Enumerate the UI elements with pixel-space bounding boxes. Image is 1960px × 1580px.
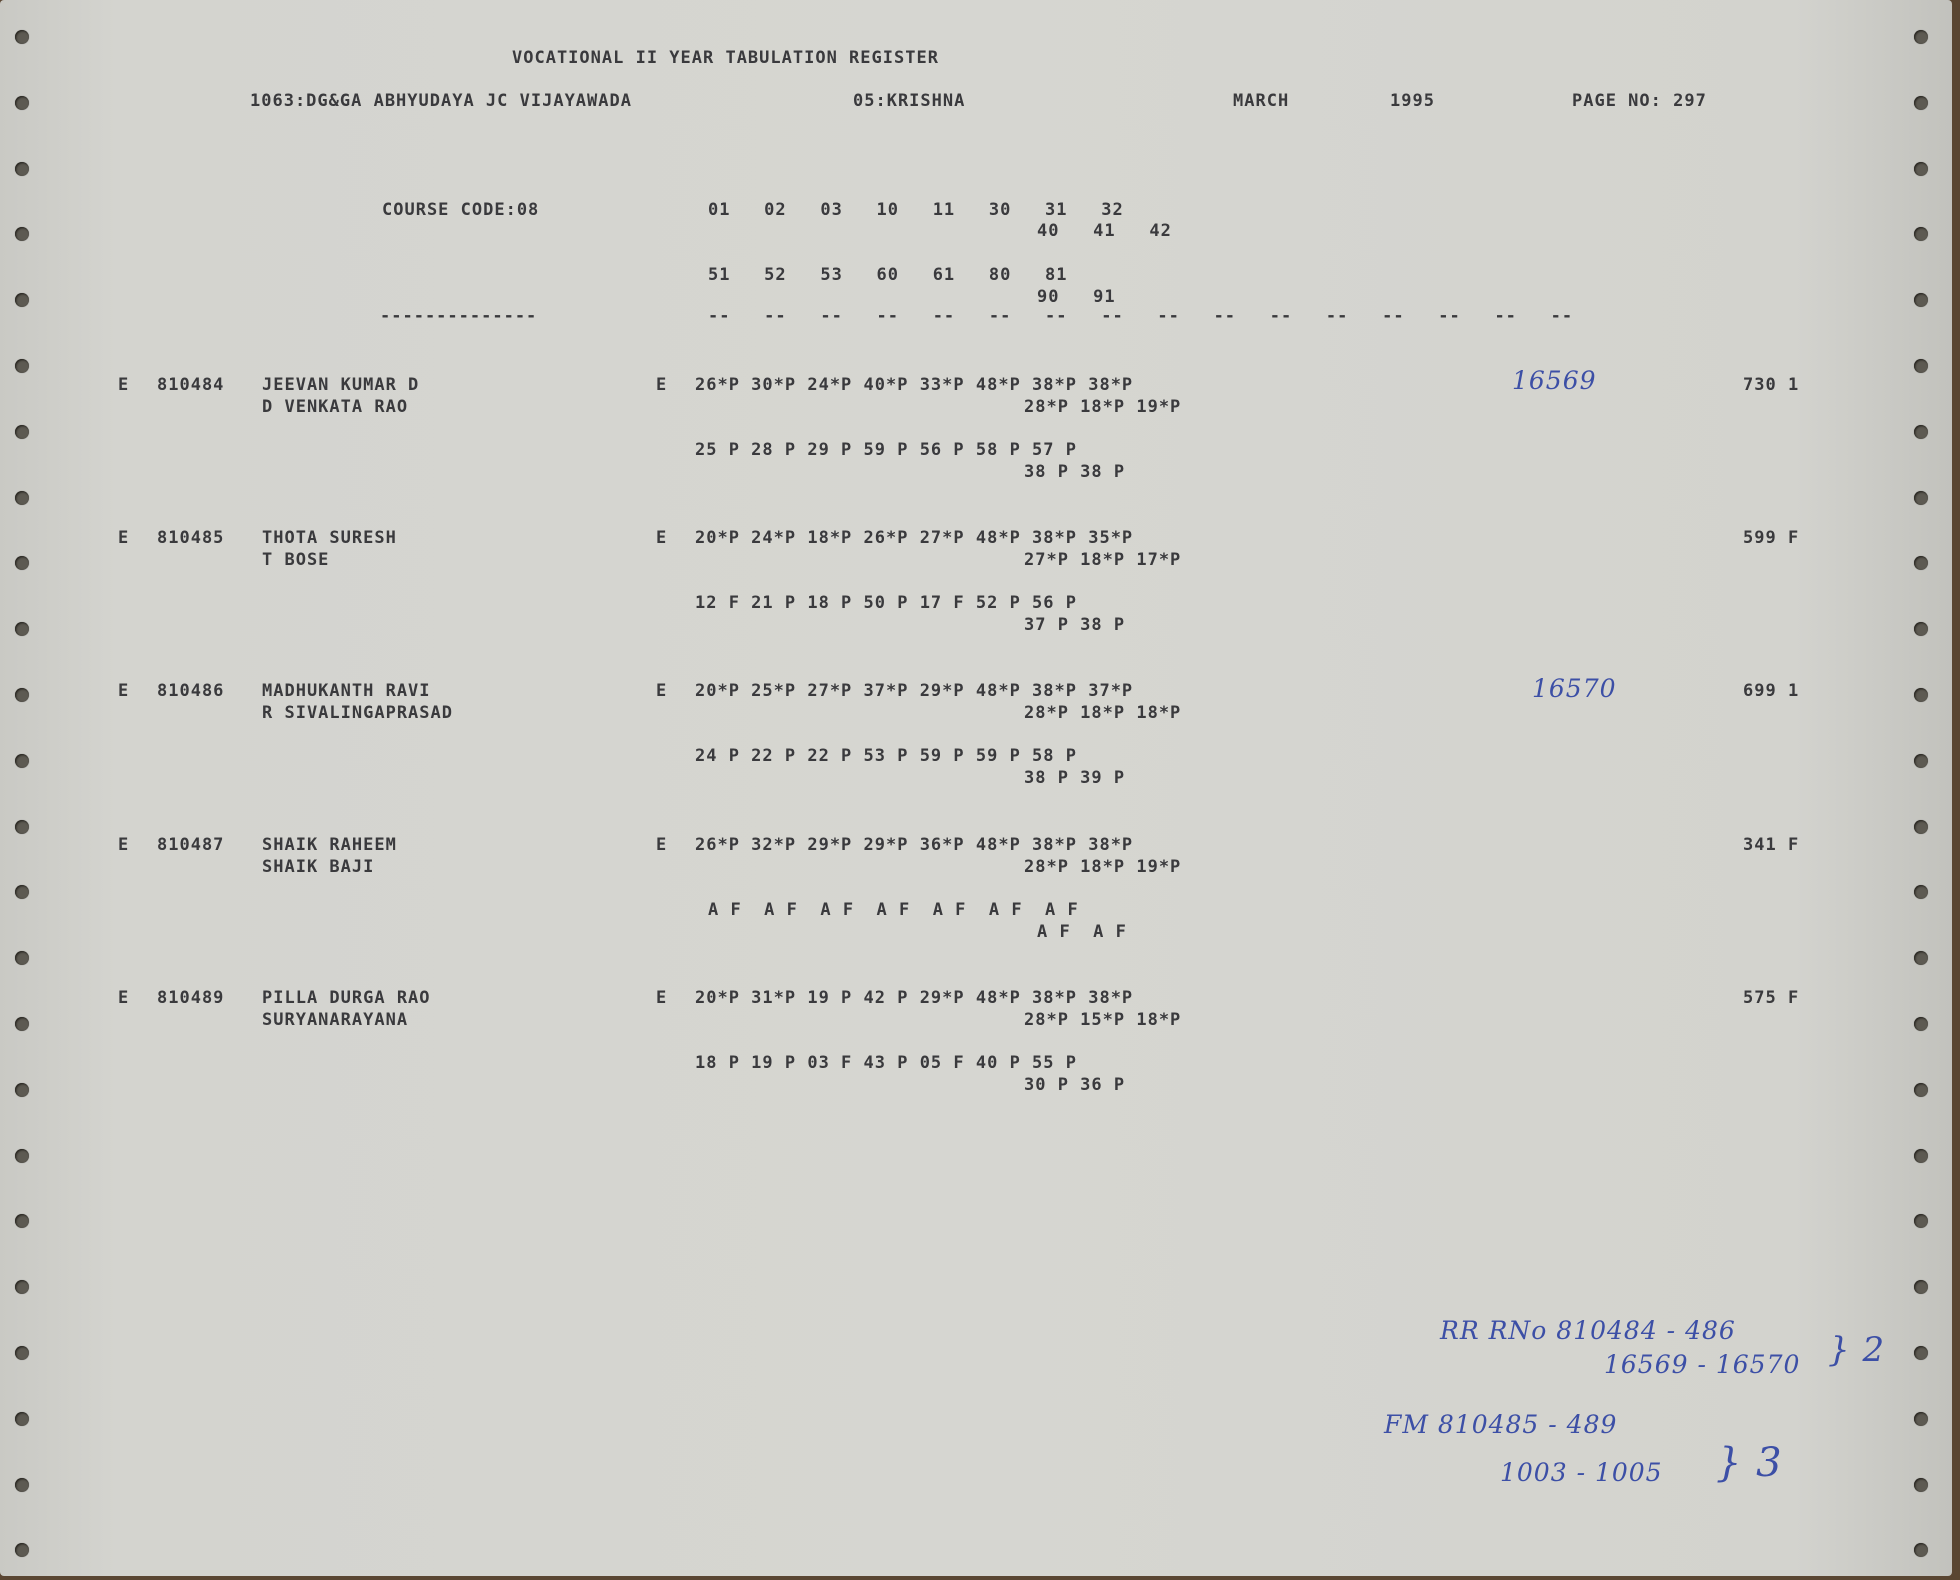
feed-hole bbox=[15, 1543, 29, 1557]
register-title: VOCATIONAL II YEAR TABULATION REGISTER bbox=[512, 48, 939, 68]
marks-row1: 20*P 31*P 19 P 42 P 29*P 48*P 38*P 38*P bbox=[695, 988, 1134, 1008]
medium: E bbox=[656, 375, 668, 395]
subject-codes-row1b: 40 41 42 bbox=[1037, 221, 1172, 241]
marks-row2: A F A F A F A F A F A F A F bbox=[708, 900, 1079, 920]
total-result: 575 F bbox=[1743, 988, 1800, 1008]
hall-ticket-number: 810486 bbox=[157, 681, 225, 701]
medium: E bbox=[656, 988, 668, 1008]
feed-hole bbox=[1914, 1543, 1928, 1557]
father-name: T BOSE bbox=[262, 550, 330, 570]
marks-row1b: 28*P 18*P 19*P bbox=[1024, 857, 1182, 877]
marks-row2b: 38 P 39 P bbox=[1024, 768, 1126, 788]
handwritten-number: 16570 bbox=[1532, 674, 1617, 703]
feed-hole bbox=[1914, 1149, 1928, 1163]
feed-hole bbox=[15, 491, 29, 505]
feed-hole bbox=[1914, 622, 1928, 636]
feed-hole bbox=[15, 688, 29, 702]
page-number: PAGE NO: 297 bbox=[1572, 91, 1707, 111]
feed-hole bbox=[15, 359, 29, 373]
total-result: 699 1 bbox=[1743, 681, 1800, 701]
feed-hole bbox=[1914, 1280, 1928, 1294]
feed-hole bbox=[15, 293, 29, 307]
feed-hole bbox=[15, 227, 29, 241]
marks-row1: 20*P 24*P 18*P 26*P 27*P 48*P 38*P 35*P bbox=[695, 528, 1134, 548]
medium: E bbox=[656, 835, 668, 855]
marks-row2: 12 F 21 P 18 P 50 P 17 F 52 P 56 P bbox=[695, 593, 1077, 613]
feed-hole bbox=[1914, 556, 1928, 570]
feed-hole bbox=[15, 1083, 29, 1097]
marks-row2b: 37 P 38 P bbox=[1024, 615, 1126, 635]
hall-ticket-number: 810487 bbox=[157, 835, 225, 855]
feed-hole bbox=[15, 1017, 29, 1031]
marks-row1: 26*P 30*P 24*P 40*P 33*P 48*P 38*P 38*P bbox=[695, 375, 1134, 395]
marks-row2: 24 P 22 P 22 P 53 P 59 P 59 P 58 P bbox=[695, 746, 1077, 766]
feed-hole bbox=[15, 96, 29, 110]
record-prefix: E bbox=[118, 988, 130, 1008]
feed-hole bbox=[15, 951, 29, 965]
father-name: D VENKATA RAO bbox=[262, 397, 409, 417]
feed-hole bbox=[1914, 885, 1928, 899]
feed-hole bbox=[15, 1214, 29, 1228]
feed-hole bbox=[15, 1412, 29, 1426]
feed-hole bbox=[1914, 293, 1928, 307]
record-prefix: E bbox=[118, 375, 130, 395]
hall-ticket-number: 810489 bbox=[157, 988, 225, 1008]
subject-codes-row1: 01 02 03 10 11 30 31 32 bbox=[708, 200, 1124, 220]
handwritten-brace-count: } 2 bbox=[1828, 1330, 1886, 1370]
feed-hole bbox=[15, 556, 29, 570]
feed-hole bbox=[15, 30, 29, 44]
subject-codes-row2b: 90 91 bbox=[1037, 287, 1116, 307]
student-name: SHAIK RAHEEM bbox=[262, 835, 397, 855]
record-prefix: E bbox=[118, 835, 130, 855]
header-rule-left: -------------- bbox=[380, 306, 538, 326]
feed-hole bbox=[1914, 227, 1928, 241]
marks-row2: 18 P 19 P 03 F 43 P 05 F 40 P 55 P bbox=[695, 1053, 1077, 1073]
feed-hole bbox=[1914, 951, 1928, 965]
feed-hole bbox=[1914, 1214, 1928, 1228]
student-name: THOTA SURESH bbox=[262, 528, 397, 548]
exam-year: 1995 bbox=[1390, 91, 1435, 111]
feed-hole bbox=[1914, 1346, 1928, 1360]
feed-hole bbox=[15, 885, 29, 899]
header-rule-right: -- -- -- -- -- -- -- -- -- -- -- -- -- -- -- -- bbox=[708, 306, 1574, 326]
marks-row2b: A F A F bbox=[1037, 922, 1127, 942]
feed-hole bbox=[1914, 1083, 1928, 1097]
total-result: 730 1 bbox=[1743, 375, 1800, 395]
marks-row2b: 38 P 38 P bbox=[1024, 462, 1126, 482]
medium: E bbox=[656, 528, 668, 548]
student-name: JEEVAN KUMAR D bbox=[262, 375, 420, 395]
feed-hole bbox=[1914, 30, 1928, 44]
feed-hole bbox=[15, 1149, 29, 1163]
marks-row1: 26*P 32*P 29*P 29*P 36*P 48*P 38*P 38*P bbox=[695, 835, 1134, 855]
handwritten-number: 16569 bbox=[1512, 366, 1597, 395]
feed-hole bbox=[1914, 96, 1928, 110]
feed-hole bbox=[1914, 425, 1928, 439]
marks-row1b: 28*P 18*P 18*P bbox=[1024, 703, 1182, 723]
father-name: SHAIK BAJI bbox=[262, 857, 375, 877]
feed-hole bbox=[1914, 688, 1928, 702]
hall-ticket-number: 810485 bbox=[157, 528, 225, 548]
feed-hole bbox=[15, 1346, 29, 1360]
student-name: PILLA DURGA RAO bbox=[262, 988, 431, 1008]
marks-row1b: 27*P 18*P 17*P bbox=[1024, 550, 1182, 570]
course-code: COURSE CODE:08 bbox=[382, 200, 540, 220]
student-name: MADHUKANTH RAVI bbox=[262, 681, 431, 701]
feed-hole bbox=[1914, 1412, 1928, 1426]
feed-hole bbox=[1914, 491, 1928, 505]
handwritten-rr-numbers: 16569 - 16570 bbox=[1604, 1350, 1801, 1379]
feed-hole bbox=[15, 1478, 29, 1492]
feed-hole bbox=[1914, 1017, 1928, 1031]
marks-row1b: 28*P 15*P 18*P bbox=[1024, 1010, 1182, 1030]
feed-hole bbox=[15, 162, 29, 176]
handwritten-fm-range: FM 810485 - 489 bbox=[1384, 1410, 1618, 1439]
total-result: 599 F bbox=[1743, 528, 1800, 548]
feed-hole bbox=[1914, 820, 1928, 834]
father-name: R SIVALINGAPRASAD bbox=[262, 703, 453, 723]
handwritten-fm-numbers: 1003 - 1005 bbox=[1500, 1458, 1663, 1487]
college-name: 1063:DG&GA ABHYUDAYA JC VIJAYAWADA bbox=[250, 91, 632, 111]
total-result: 341 F bbox=[1743, 835, 1800, 855]
subject-codes-row2: 51 52 53 60 61 80 81 bbox=[708, 265, 1068, 285]
district: 05:KRISHNA bbox=[853, 91, 966, 111]
feed-hole bbox=[1914, 1478, 1928, 1492]
hall-ticket-number: 810484 bbox=[157, 375, 225, 395]
handwritten-brace-count: } 3 bbox=[1716, 1440, 1783, 1486]
feed-hole bbox=[15, 622, 29, 636]
handwritten-rr-range: RR RNo 810484 - 486 bbox=[1440, 1316, 1736, 1345]
feed-hole bbox=[1914, 359, 1928, 373]
feed-hole bbox=[15, 1280, 29, 1294]
feed-hole bbox=[15, 425, 29, 439]
father-name: SURYANARAYANA bbox=[262, 1010, 409, 1030]
record-prefix: E bbox=[118, 528, 130, 548]
feed-hole bbox=[1914, 754, 1928, 768]
marks-row1b: 28*P 18*P 19*P bbox=[1024, 397, 1182, 417]
feed-hole bbox=[15, 754, 29, 768]
medium: E bbox=[656, 681, 668, 701]
marks-row1: 20*P 25*P 27*P 37*P 29*P 48*P 38*P 37*P bbox=[695, 681, 1134, 701]
marks-row2: 25 P 28 P 29 P 59 P 56 P 58 P 57 P bbox=[695, 440, 1077, 460]
record-prefix: E bbox=[118, 681, 130, 701]
exam-month: MARCH bbox=[1233, 91, 1290, 111]
feed-hole bbox=[15, 820, 29, 834]
marks-row2b: 30 P 36 P bbox=[1024, 1075, 1126, 1095]
feed-hole bbox=[1914, 162, 1928, 176]
